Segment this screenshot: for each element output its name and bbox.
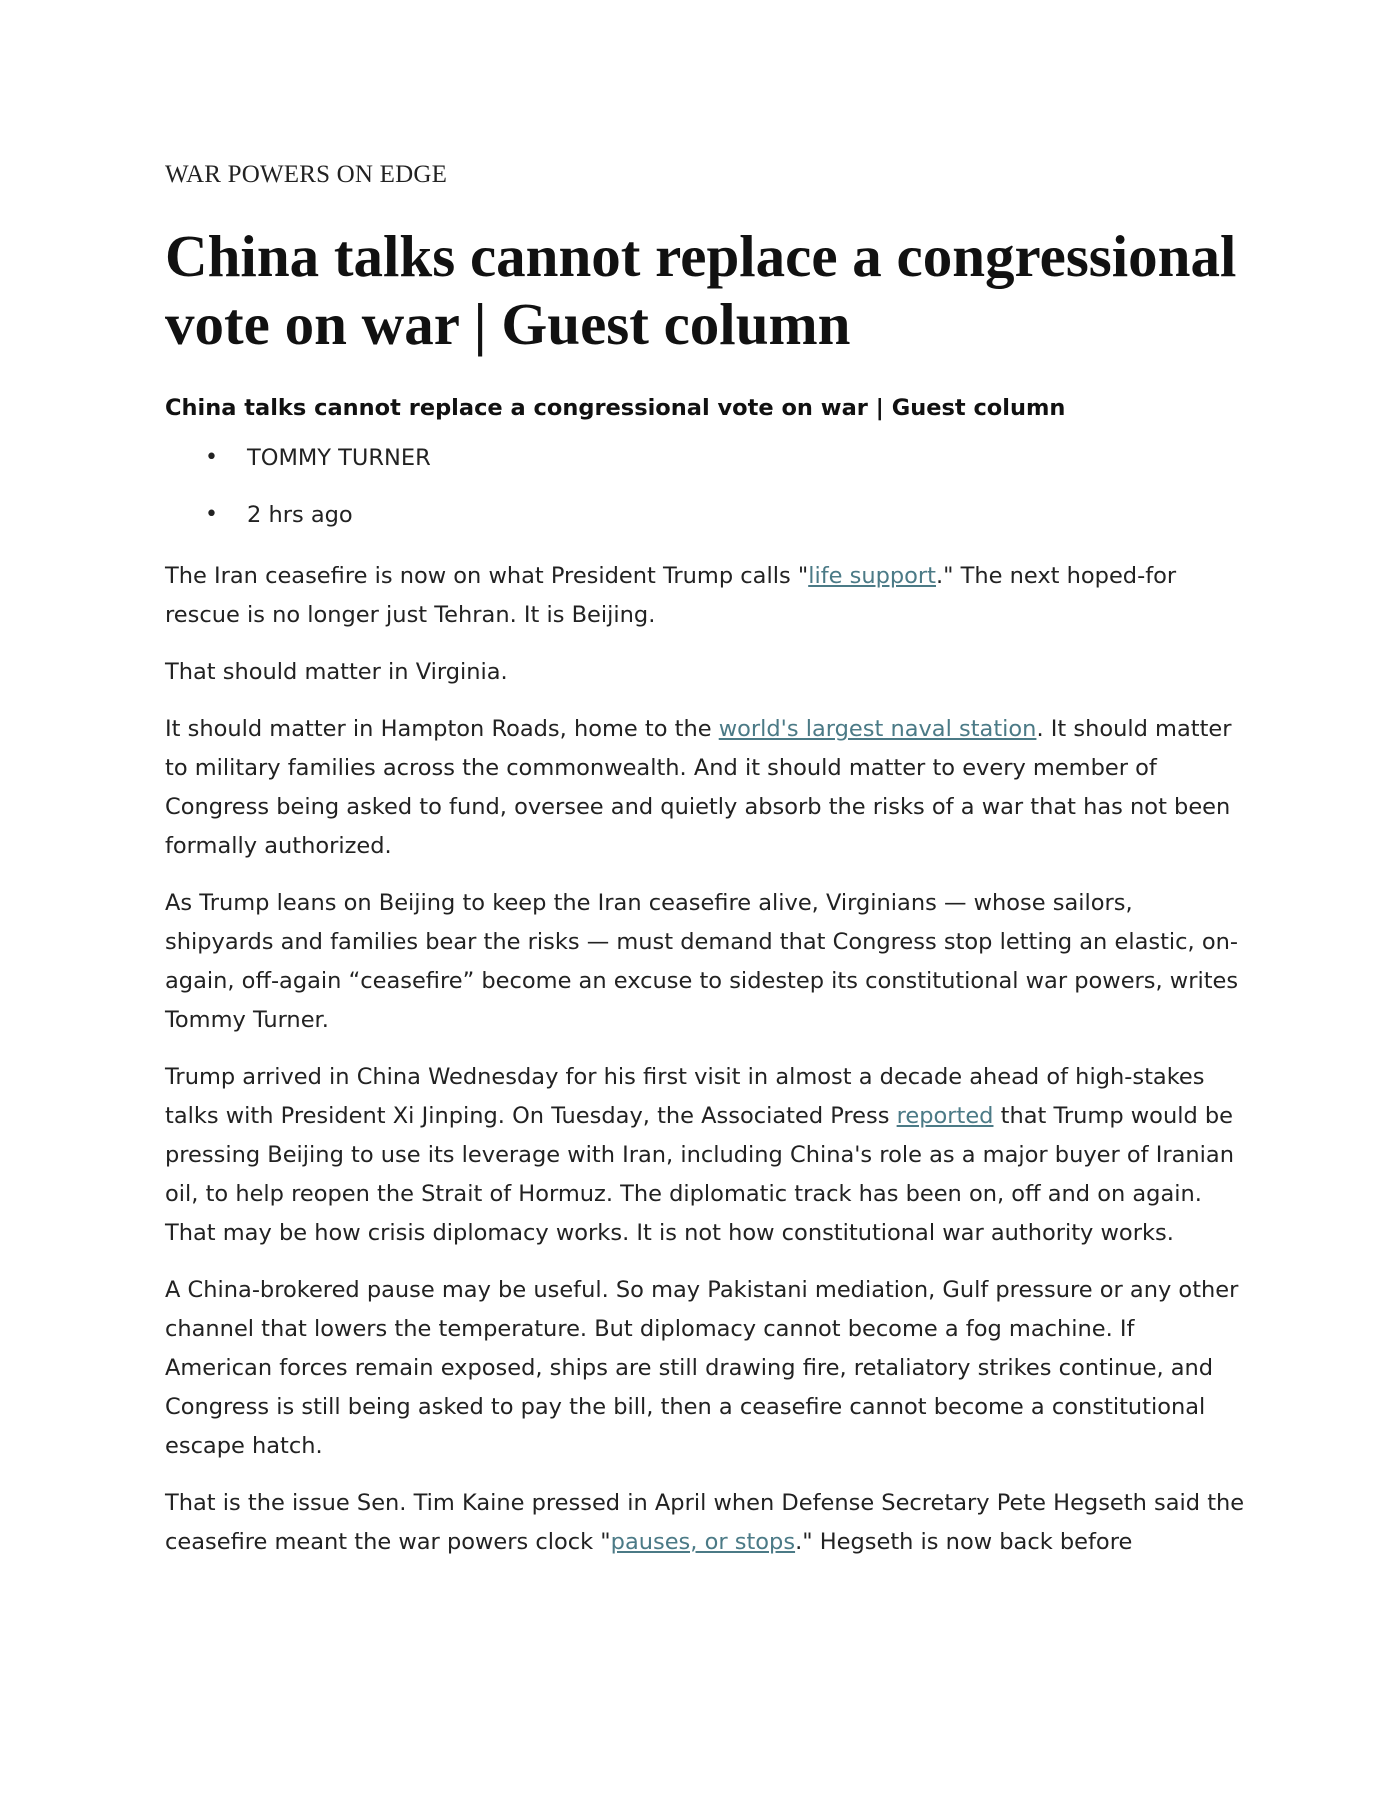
paragraph-text: that Trump would be pressing Beijing to use its leverage with Iran, including China's role as a major buyer of Iranian oil, to help reopen the Strait of Hormuz. The diplomatic track has been on, off and on again. That may be how crisis diplomacy works. It is not how constitutional war authority works. xyxy=(165,1103,1234,1246)
author-name: TOMMY TURNER xyxy=(247,445,431,471)
paragraph-text: Trump arrived in China Wednesday for his first visit in almost a decade ahead of high-stakes talks with President Xi Jinping. On Tuesday, the Associated Press xyxy=(165,1064,1205,1129)
paragraph-text: The Iran ceasefire is now on what President Trump calls " xyxy=(165,563,809,589)
paragraph-7 xyxy=(165,1484,1245,1562)
bullet-icon: • xyxy=(205,502,218,527)
paragraph-text: It should matter in Hampton Roads, home to the xyxy=(165,716,719,742)
paragraph-2: That should matter in Virginia. xyxy=(165,659,508,685)
paragraph-4: As Trump leans on Beijing to keep the Iran ceasefire alive, Virginians — whose sailors, shipyards and families bear the risks — must demand that Congress stop letting an elastic, on-again, off-again “ceasefire” become an excuse to sidestep its constitutional war powers, writes Tommy Turner. xyxy=(165,890,1239,1033)
paragraph-text: That is the issue Sen. Tim Kaine pressed in April when Defense Secretary Pete Hegseth said the ceasefire meant the war powers clock " xyxy=(165,1490,1245,1555)
byline-list xyxy=(165,443,1245,530)
bullet-icon: • xyxy=(205,445,218,470)
paragraph-text: ." Hegseth is now back before xyxy=(795,1529,1133,1555)
article-page xyxy=(165,160,1245,1580)
section-kicker: WAR POWERS ON EDGE xyxy=(165,161,448,188)
paragraph-6: A China-brokered pause may be useful. So may Pakistani mediation, Gulf pressure or any other channel that lowers the temperature. But diplomacy cannot become a fog machine. If American forces remain exposed, ships are still drawing fire, retaliatory strikes continue, and Congress is still being asked to pay the bill, then a ceasefire cannot become a constitutional escape hatch. xyxy=(165,1277,1239,1459)
byline-time-item xyxy=(165,500,1245,530)
paragraph-text: ." The next hoped-for rescue is no longer just Tehran. It is Beijing. xyxy=(165,563,1177,628)
byline-author-item xyxy=(165,443,1245,473)
headline: China talks cannot replace a congressional vote on war | Guest column xyxy=(165,223,1237,357)
publish-time: 2 hrs ago xyxy=(247,502,353,528)
naval-station-link[interactable]: world's largest naval station xyxy=(718,716,1037,742)
paragraph-3 xyxy=(165,710,1245,866)
paragraph-5 xyxy=(165,1058,1245,1253)
life-support-link[interactable]: life support xyxy=(808,563,936,589)
reported-link[interactable]: reported xyxy=(896,1103,994,1129)
pauses-or-stops-link[interactable]: pauses, or stops xyxy=(610,1529,796,1555)
paragraph-1 xyxy=(165,557,1245,635)
subheadline: China talks cannot replace a congressional vote on war | Guest column xyxy=(165,395,1066,421)
article-body xyxy=(165,557,1245,1562)
paragraph-text: . It should matter to military families across the commonwealth. And it should matter to every member of Congress being asked to fund, oversee and quietly absorb the risks of a war that has not been formally authorized. xyxy=(165,716,1232,859)
